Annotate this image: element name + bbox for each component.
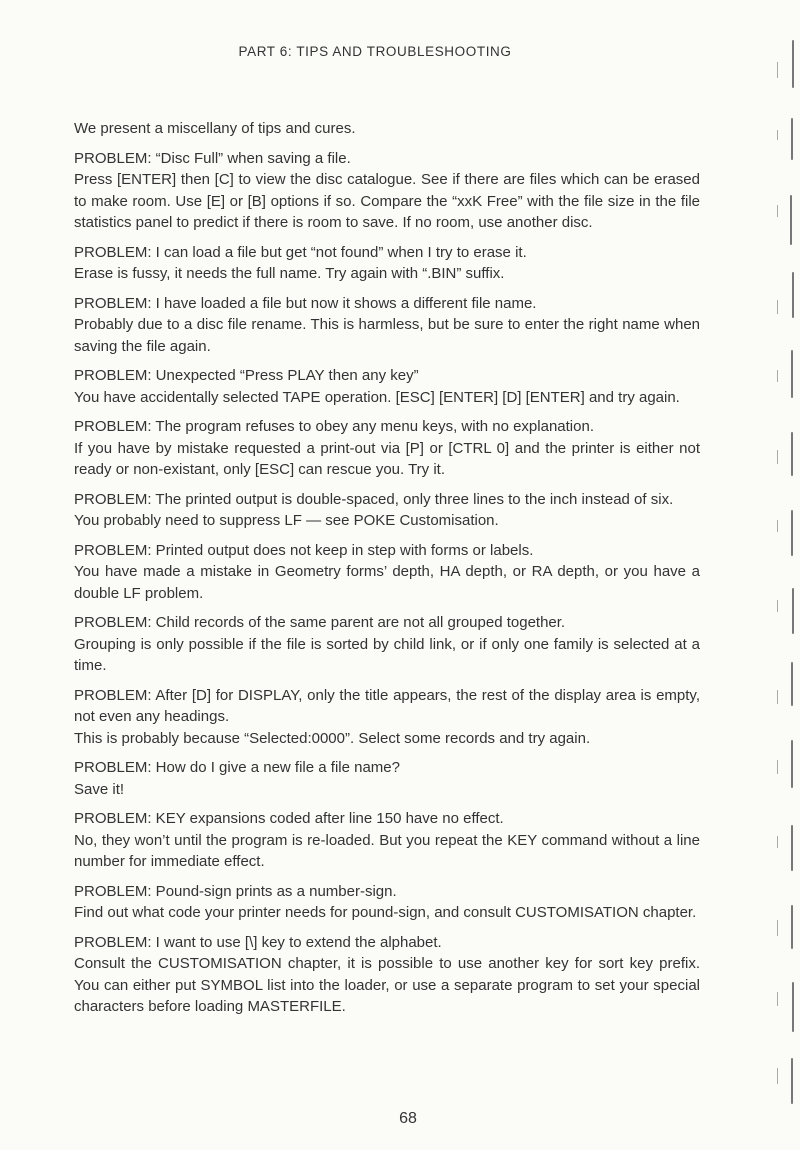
tip-entry bbox=[74, 148, 700, 234]
problem-text: PROBLEM: I can load a file but get “not found” when I try to erase it. bbox=[74, 243, 527, 261]
tip-entry bbox=[74, 293, 700, 358]
tip-entry bbox=[74, 808, 700, 873]
answer-text: Grouping is only possible if the file is sorted by child link, or if only one family is selected at a time. bbox=[74, 635, 700, 674]
problem-text: PROBLEM: Pound-sign prints as a number-sign. bbox=[74, 882, 397, 900]
answer-text: Find out what code your printer needs for pound-sign, and consult CUSTOMISATION chapter. bbox=[74, 904, 697, 921]
page-header: PART 6: TIPS AND TROUBLESHOOTING bbox=[238, 44, 512, 59]
tip-entry bbox=[74, 540, 700, 605]
problem-text: PROBLEM: The program refuses to obey any menu keys, with no explanation. bbox=[74, 418, 594, 435]
answer-text: If you have by mistake requested a print-out via [P] or [CTRL 0] and the printer is either not ready or non-existant, only [ESC] can rescue you. Try it. bbox=[74, 439, 700, 478]
problem-text: PROBLEM: I have loaded a file but now it shows a different file name. bbox=[74, 294, 537, 312]
problem-text: PROBLEM: Child records of the same parent are not all grouped together. bbox=[74, 614, 566, 631]
answer-text: You probably need to suppress LF — see POKE Customisation. bbox=[74, 512, 499, 529]
problem-text: PROBLEM: After [D] for DISPLAY, only the title appears, the rest of the display area is empty, not even any headings. bbox=[74, 686, 700, 725]
problem-text: PROBLEM: Printed output does not keep in step with forms or labels. bbox=[74, 541, 534, 559]
tip-entry bbox=[74, 365, 700, 408]
answer-text: You have accidentally selected TAPE operation. [ESC] [ENTER] [D] [ENTER] and try again. bbox=[74, 388, 680, 406]
answer-text: Consult the CUSTOMISATION chapter, it is possible to use another key for sort key prefix. You can either put SYMBOL list into the loader, or use a separate program to set your special characters before loading MASTERFILE. bbox=[74, 955, 700, 1015]
answer-text: This is probably because “Selected:0000”. Select some records and try again. bbox=[74, 729, 591, 747]
answer-text: Press [ENTER] then [C] to view the disc catalogue. See if there are files which can be erased to make room. Use [E] or [B] options if so. Compare the “xxK Free” with the file size in the file statistics panel to predict if there is room to save. If no room, use another disc. bbox=[74, 171, 700, 231]
problem-text: PROBLEM: How do I give a new file a file name? bbox=[74, 759, 400, 776]
tip-entry bbox=[74, 612, 700, 677]
problem-text: PROBLEM: “Disc Full” when saving a file. bbox=[74, 149, 351, 167]
problem-text: PROBLEM: I want to use [\] key to extend the alphabet. bbox=[74, 933, 442, 951]
problem-text: PROBLEM: KEY expansions coded after line 150 have no effect. bbox=[74, 810, 504, 827]
tip-entry bbox=[74, 242, 700, 285]
answer-text: You have made a mistake in Geometry forms’ depth, HA depth, or RA depth, or you have a double LF problem. bbox=[74, 563, 700, 602]
tip-entry bbox=[74, 685, 700, 750]
problem-text: PROBLEM: The printed output is double-spaced, only three lines to the inch instead of six. bbox=[74, 490, 674, 508]
tip-entry bbox=[74, 757, 700, 800]
tip-entry bbox=[74, 932, 700, 1018]
tip-entry bbox=[74, 489, 700, 532]
answer-text: Probably due to a disc file rename. This is harmless, but be sure to enter the right name when saving the file again. bbox=[74, 316, 700, 355]
tip-entry bbox=[74, 881, 700, 924]
problem-text: PROBLEM: Unexpected “Press PLAY then any key” bbox=[74, 367, 419, 384]
answer-text: Save it! bbox=[74, 780, 125, 798]
page-number: 68 bbox=[399, 1110, 417, 1127]
tip-entry bbox=[74, 416, 700, 481]
tips-content bbox=[74, 118, 700, 1026]
answer-text: No, they won’t until the program is re-loaded. But you repeat the KEY command without a line number for immediate effect. bbox=[74, 831, 700, 870]
answer-text: Erase is fussy, it needs the full name. Try again with “.BIN” suffix. bbox=[74, 265, 505, 282]
intro-text: We present a miscellany of tips and cures. bbox=[74, 120, 356, 137]
binding-marks bbox=[760, 0, 800, 1150]
